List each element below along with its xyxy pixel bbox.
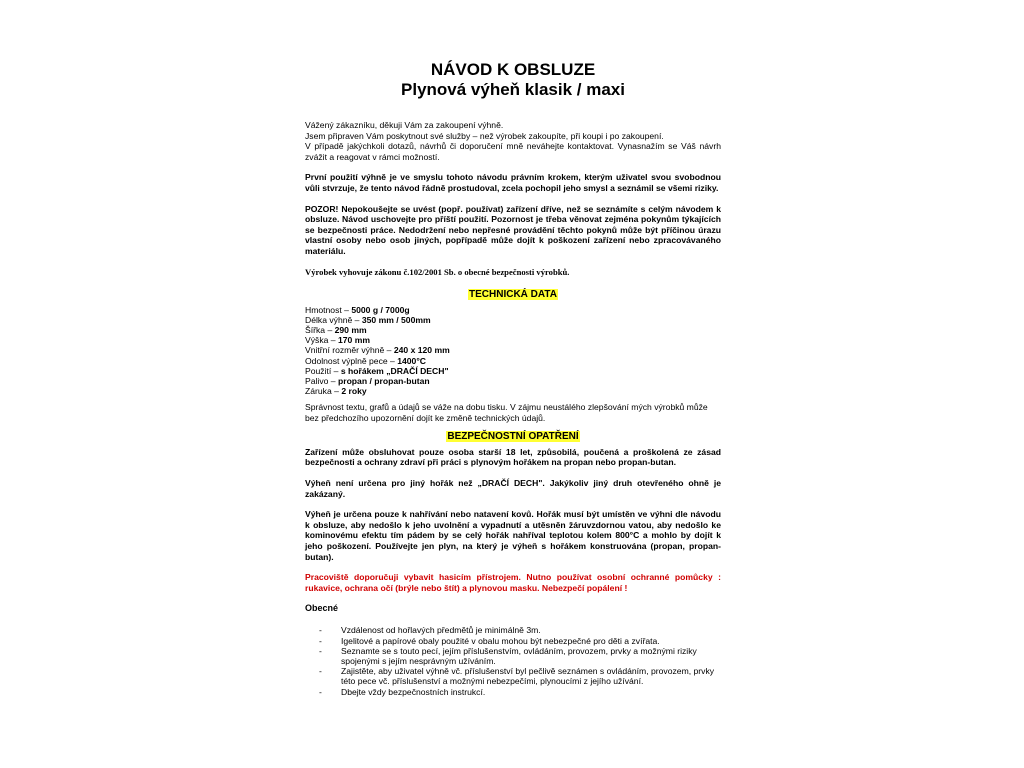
list-item-text: Igelitové a papírové obaly použité v obalu mohou být nebezpečné pro děti a zvířata.	[341, 635, 660, 646]
intro-paragraph	[305, 120, 721, 162]
first-use-paragraph: První použití výhně je ve smyslu tohoto návodu právním krokem, kterým uživatel svou svobodnou vůli stvrzuje, že tento návod řádně prostudoval, zcela pochopil jeho smysl a seznámil se všemi riziky.	[305, 172, 721, 193]
spec-label: Palivo –	[305, 375, 338, 386]
list-item	[305, 687, 721, 697]
intro-line: V případě jakýchkoli dotazů, návrhů či doporučení mně neváhejte kontaktovat. Vynasnažím se Váš návrh zvážit a reagovat v rámci možností.	[305, 141, 721, 162]
spec-value: 2 roky	[341, 386, 367, 397]
spec-row	[305, 386, 721, 396]
spec-value: s hořákem „DRAČÍ DECH"	[340, 365, 449, 376]
spec-label: Odolnost výplně pece –	[305, 355, 398, 366]
spec-row	[305, 335, 721, 345]
list-item-text: Seznamte se s touto pecí, jejím příslušenstvím, ovládáním, provozem, prvky a možnými riziky spojenými s jejím nesprávným užíváním.	[341, 645, 697, 666]
spec-row	[305, 325, 721, 335]
document-subtitle: Plynová výheň klasik / maxi	[401, 80, 625, 99]
spec-row	[305, 345, 721, 355]
safety-paragraph: Zařízení může obsluhovat pouze osoba starší 18 let, způsobilá, poučená a proškolená ze zásad bezpečnosti a ochrany zdraví při práci s plynovým hořákem na propan nebo propan-butan.	[305, 446, 721, 468]
spec-label: Použití –	[305, 365, 341, 376]
warning-paragraph: POZOR! Nepokoušejte se uvést (popř. používat) zařízení dříve, než se seznámíte s celým návodem k obsluze. Návod uschovejte pro příští použití. Pozornost je třeba věnovat zejména pokynům týkajících se bezpečnosti práce. Nedodržení nebo nepřesné provádění těchto pokynů může být příčinou úrazu vlastní osoby nebo osob jiných, popřípadě může dojít k poškození zařízení nebo zpracovávaného materiálu.	[305, 203, 721, 256]
safety-paragraph: Výheň je určena pouze k nahřívání nebo natavení kovů. Hořák musí být umístěn ve výhni dle návodu k obsluze, aby nedošlo k jeho uvolnění a vypadnutí a utěsněn žáruvzdornou vatou, aby nedošlo ke kominovému efektu tím pádem by se celý hořák nahříval teplotou kolem 800°C a mohlo by dojít k jeho poškození. Používejte jen plyn, na který je výheň s hořákem konstruována (propan, propan-butan).	[305, 509, 721, 562]
list-item-text: Vzdálenost od hořlavých předmětů je minimálně 3m.	[341, 625, 541, 636]
spec-label: Hmotnost –	[305, 304, 352, 315]
spec-row	[305, 366, 721, 376]
spec-value: 350 mm / 500mm	[361, 314, 431, 325]
spec-value: 290 mm	[334, 324, 367, 335]
document-title: NÁVOD K OBSLUZE	[430, 60, 596, 79]
spec-row	[305, 315, 721, 325]
spec-value: 170 mm	[337, 335, 370, 346]
spec-row	[305, 305, 721, 315]
general-list	[305, 625, 721, 696]
technical-specs-list	[305, 305, 721, 397]
safety-paragraph: Výheň není určena pro jiný hořák než „DRAČÍ DECH". Jakýkoliv jiný druh otevřeného ohně je zakázaný.	[305, 477, 721, 499]
list-item-text: Zajistěte, aby uživatel výhně vč. příslušenství byl pečlivě seznámen s ovládáním, provozem, prvky této pece vč. příslušenství a možnými nebezpečími, plynoucími z jejího užívání.	[341, 666, 715, 687]
spec-label: Vnitřní rozměr výhně –	[305, 345, 394, 356]
spec-value: 5000 g / 7000g	[351, 304, 410, 315]
spec-label: Délka výhně –	[305, 314, 362, 325]
spec-label: Šířka –	[305, 324, 335, 335]
list-item	[305, 646, 721, 666]
specs-disclaimer: Správnost textu, grafů a údajů se váže na dobu tisku. V zájmu neustálého zlepšování mých výrobků může bez předchozího upozornění dojít ke změně technických údajů.	[305, 402, 708, 423]
list-dash: -	[319, 686, 322, 697]
law-compliance-note: Výrobek vyhovuje zákonu č.102/2001 Sb. o obecné bezpečnosti výrobků.	[305, 266, 570, 277]
list-item	[305, 636, 721, 646]
list-dash: -	[319, 645, 322, 656]
intro-line: Vážený zákazníku, děkuji Vám za zakoupení výhně.	[305, 120, 504, 130]
spec-value: propan / propan-butan	[337, 375, 430, 386]
general-heading: Obecné	[305, 603, 339, 614]
list-item	[305, 625, 721, 635]
safety-heading: BEZPEČNOSTNÍ OPATŘENÍ	[447, 430, 579, 442]
spec-row	[305, 376, 721, 386]
spec-label: Výška –	[305, 335, 338, 346]
list-dash: -	[319, 635, 322, 646]
safety-heading-wrap	[305, 429, 721, 443]
intro-line: Jsem připraven Vám poskytnout své služby – než výrobek zakoupíte, při koupi i po zakoupení.	[305, 130, 664, 141]
spec-value: 240 x 120 mm	[393, 345, 450, 356]
manual-page	[305, 60, 721, 697]
spec-value: 1400°C	[397, 355, 426, 366]
technical-data-heading: TECHNICKÁ DATA	[469, 288, 557, 300]
list-item-text: Dbejte vždy bezpečnostních instrukcí.	[341, 686, 486, 697]
list-dash: -	[319, 666, 322, 677]
list-dash: -	[319, 625, 322, 636]
spec-row	[305, 356, 721, 366]
spec-label: Záruka –	[305, 386, 342, 397]
technical-data-heading-wrap	[305, 287, 721, 301]
safety-warning-red: Pracoviště doporučuji vybavit hasicím přístrojem. Nutno používat osobní ochranné pomůcky : rukavice, ochrana očí (brýle nebo štít) a plynovou masku. Nebezpečí popálení !	[305, 572, 721, 593]
list-item	[305, 666, 721, 686]
